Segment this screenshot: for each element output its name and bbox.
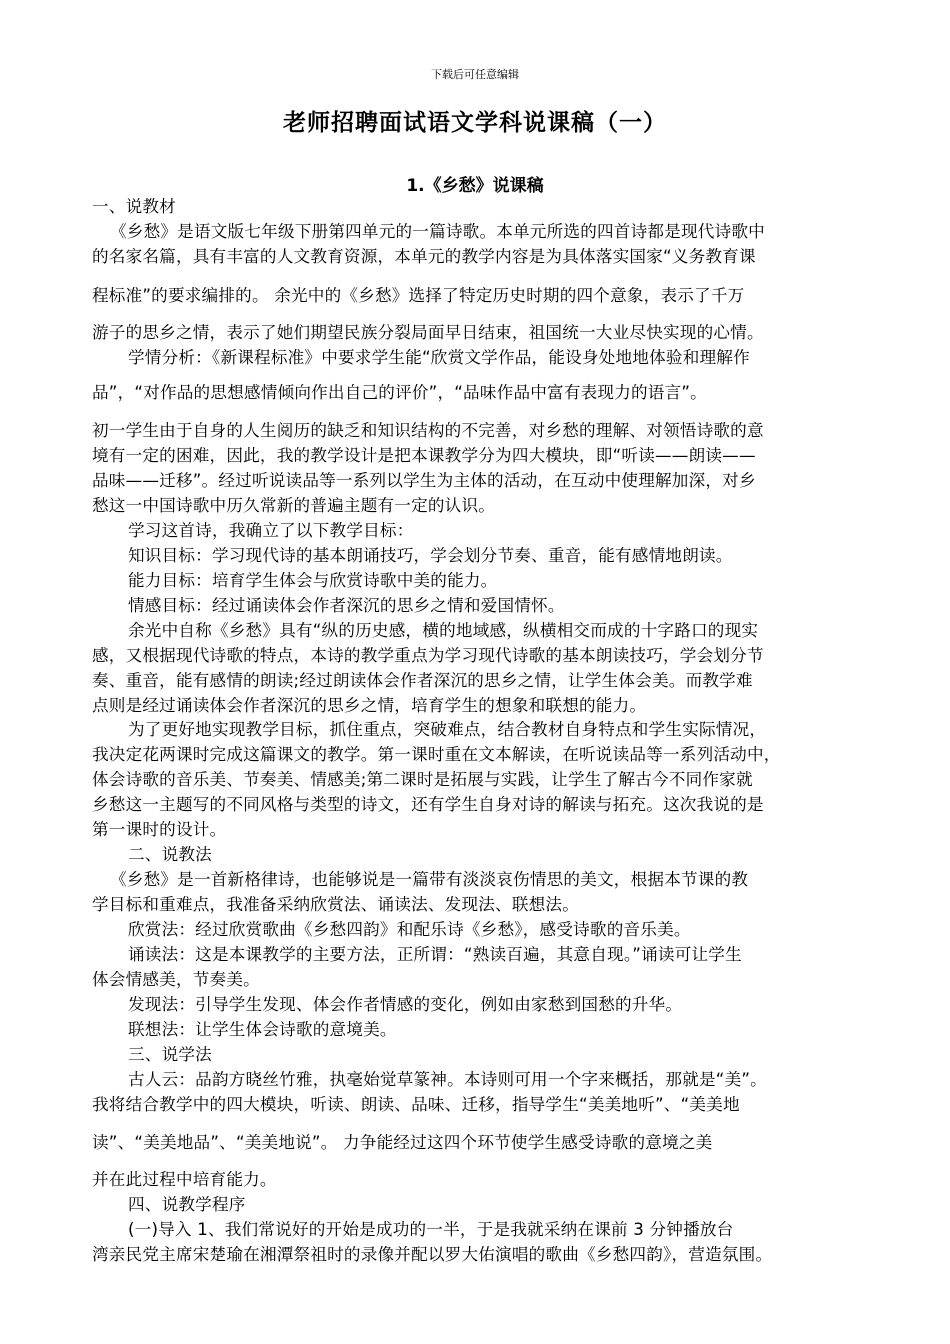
page-header: 下载后可任意编辑 [431,68,519,81]
paragraph-line: 乡愁这一主题写的不同风格与类型的诗文，还有学生自身对诗的解读与拓充。这次我说的是 [92,795,764,814]
paragraph-line: 联想法：让学生体会诗歌的意境美。 [128,1020,397,1039]
paragraph-line: 古人云：品韵方晓丝竹雅，执毫始觉草篆神。本诗则可用一个字来概括，那就是“美”。 [128,1070,767,1089]
paragraph-line: 发现法：引导学生发现、体会作者情感的变化，例如由家愁到国愁的升华。 [128,995,683,1014]
heading-shuo-jiaofa: 二、说教法 [128,845,212,864]
section-title: 1.《乡愁》说课稿 [406,176,544,196]
paragraph-line: 第一课时的设计。 [92,820,227,839]
paragraph-line: 能力目标：培育学生体会与欣赏诗歌中美的能力。 [128,571,498,590]
paragraph-line: 并在此过程中培育能力。 [92,1170,277,1189]
paragraph-line: 奏、重音，能有感情的朗读;经过朗读体会作者深沉的思乡之情，让学生体会美。而教学难 [92,671,753,690]
paragraph-line: 程标准”的要求编排的。 余光中的《乡愁》选择了特定历史时期的四个意象，表示了千万 [92,286,745,305]
paragraph-line: 诵读法：这是本课教学的主要方法，正所谓：“熟读百遍，其意自现。”诵读可让学生 [128,945,742,964]
paragraph-line: 学目标和重难点，我准备采纳欣赏法、诵读法、发现法、联想法。 [92,895,580,914]
paragraph-line: 我将结合教学中的四大模块，听读、朗读、品味、迁移，指导学生“美美地听”、“美美地 [92,1095,740,1114]
paragraph-line: 《乡愁》是语文版七年级下册第四单元的一篇诗歌。本单元所选的四首诗都是现代诗歌中 [110,222,765,241]
paragraph-line: 游子的思乡之情，表示了她们期望民族分裂局面早日结束，祖国统一大业尽快实现的心情。 [92,323,764,342]
paragraph-line: 品”，“对作品的思想感情倾向作出自己的评价”，“品味作品中富有表现力的语言”。 [92,383,707,402]
document-title: 老师招聘面试语文学科说课稿（一） [283,110,667,136]
paragraph-line: 体会情感美，节奏美。 [92,970,260,989]
paragraph-line: (一)导入 1、我们常说好的开始是成功的一半，于是我就采纳在课前 3 分钟播放台 [128,1220,734,1239]
paragraph-line: 境有一定的困难，因此，我的教学设计是把本课教学分为四大模块，即“听读——朗读—— [92,446,756,465]
paragraph-line: 余光中自称《乡愁》具有“纵的历史感，横的地域感，纵横相交而成的十字路口的现实 [128,621,759,640]
paragraph-line: 愁这一中国诗歌中历久常新的普遍主题有一定的认识。 [92,496,496,515]
paragraph-line: 欣赏法：经过欣赏歌曲《乡愁四韵》和配乐诗《乡愁》，感受诗歌的音乐美。 [128,920,691,939]
paragraph-line: 品味——迁移”。经过听说读品等一系列以学生为主体的活动，在互动中使理解加深，对乡 [92,471,756,490]
paragraph-line: 《乡愁》是一首新格律诗，也能够说是一篇带有淡淡哀伤情思的美文，根据本节课的教 [110,870,749,889]
paragraph-line: 学习这首诗，我确立了以下教学目标： [128,521,414,540]
paragraph-line: 情感目标：经过诵读体会作者深沉的思乡之情和爱国情怀。 [128,596,565,615]
heading-jiaoxue-chengxu: 四、说教学程序 [128,1195,246,1214]
paragraph-line: 湾亲民党主席宋楚瑜在湘潭祭祖时的录像并配以罗大佑演唱的歌曲《乡愁四韵》，营造氛围。 [92,1245,773,1264]
paragraph-line: 知识目标：学习现代诗的基本朗诵技巧，学会划分节奏、重音，能有感情地朗读。 [128,546,733,565]
paragraph-line: 读”、“美美地品”、“美美地说”。 力争能经过这四个环节使学生感受诗歌的意境之美 [92,1133,713,1152]
paragraph-line: 感，又根据现代诗歌的特点，本诗的教学重点为学习现代诗歌的基本朗读技巧，学会划分节 [92,646,764,665]
paragraph-line: 初一学生由于自身的人生阅历的缺乏和知识结构的不完善，对乡愁的理解、对领悟诗歌的意 [92,421,764,440]
paragraph-line: 学情分析：《新课程标准》中要求学生能“欣赏文学作品，能设身处地地体验和理解作 [128,348,750,367]
paragraph-line: 为了更好地实现教学目标，抓住重点，突破难点，结合教材自身特点和学生实际情况， [128,720,767,739]
heading-shuo-xuefa: 三、说学法 [128,1045,212,1064]
paragraph-line: 点则是经过诵读体会作者深沉的思乡之情，培育学生的想象和联想的能力。 [92,696,647,715]
paragraph-line: 体会诗歌的音乐美、节奏美、情感美;第二课时是拓展与实践，让学生了解古今不同作家就 [92,770,753,789]
paragraph-line: 我决定花两课时完成这篇课文的教学。第一课时重在文本解读，在听说读品等一系列活动中， [92,745,781,764]
heading-shuo-jiaocai: 一、说教材 [92,197,176,216]
paragraph-line: 的名家名篇，具有丰富的人文教育资源，本单元的教学内容是为具体落实国家“义务教育课 [92,247,756,266]
